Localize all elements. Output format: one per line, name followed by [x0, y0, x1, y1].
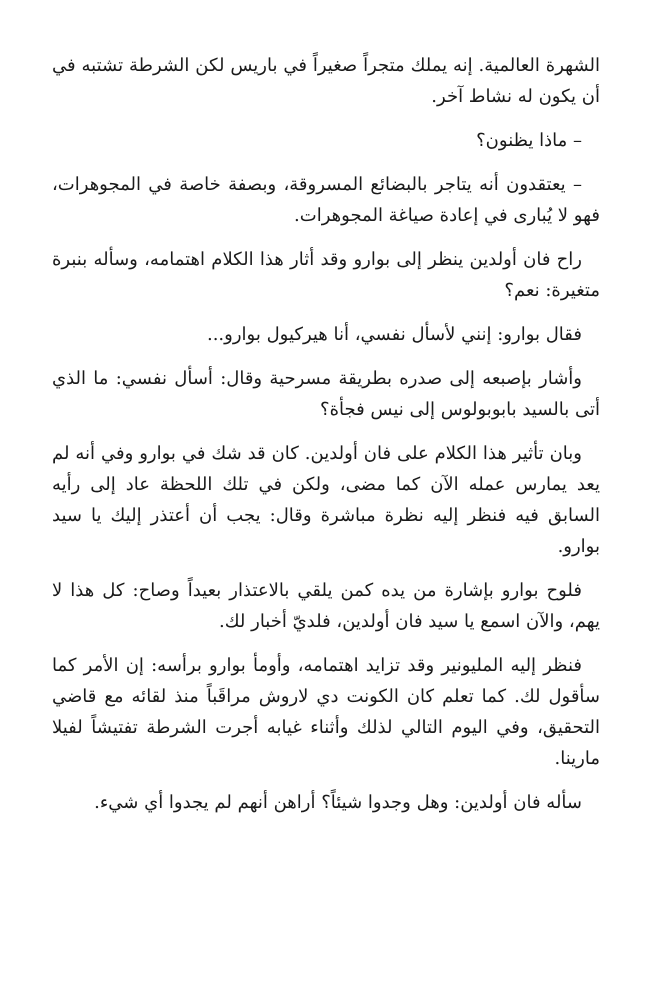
book-page	[52, 50, 600, 831]
paragraph-7: وبان تأثير هذا الكلام على فان أولدين. كان قد شك في بوارو وفي أنه لم يعد يمارس عمله الآن كما مضى، ولكن في تلك اللحظة عاد إلى رأيه السابق فيه فنظر إليه نظرة مباشرة وقال: يجب أن أعتذر إليك يا سيد بوارو.	[52, 443, 600, 557]
paragraph-1: الشهرة العالمية. إنه يملك متجراً صغيراً في باريس لكن الشرطة تشتبه في أن يكون له نشاط آخر.	[52, 55, 600, 107]
paragraph-6: وأشار بإصبعه إلى صدره بطريقة مسرحية وقال: أسأل نفسي: ما الذي أتى بالسيد بابوبولوس إلى نيس فجأة؟	[52, 368, 600, 420]
paragraph-10: سأله فان أولدين: وهل وجدوا شيئاً؟ أراهن أنهم لم يجدوا أي شيء.	[94, 792, 582, 813]
paragraph-4: راح فان أولدين ينظر إلى بوارو وقد أثار هذا الكلام اهتمامه، وسأله بنبرة متغيرة: نعم؟	[52, 249, 600, 301]
paragraph-9: فنظر إليه المليونير وقد تزايد اهتمامه، وأومأ بوارو برأسه: إن الأمر كما سأقول لك. كما تعلم كان الكونت دي لاروش مراقَباً منذ لقائه مع قاضي التحقيق، وفي اليوم التالي لذلك وأثناء غيابه أجرت الشرطة تفتيشاً لفيلا مارينا.	[52, 655, 600, 769]
paragraph-8: فلوح بوارو بإشارة من يده كمن يلقي بالاعتذار بعيداً وصاح: كل هذا لا يهم، والآن اسمع يا سيد فان أولدين، فلديّ أخبار لك.	[52, 580, 600, 632]
paragraph-3: – يعتقدون أنه يتاجر بالبضائع المسروقة، وبصفة خاصة في المجوهرات، فهو لا يُبارى في إعادة صياغة المجوهرات.	[52, 174, 600, 226]
paragraph-2: – ماذا يظنون؟	[476, 130, 582, 151]
paragraph-5: فقال بوارو: إنني لأسأل نفسي، أنا هيركيول بوارو...	[206, 324, 582, 345]
